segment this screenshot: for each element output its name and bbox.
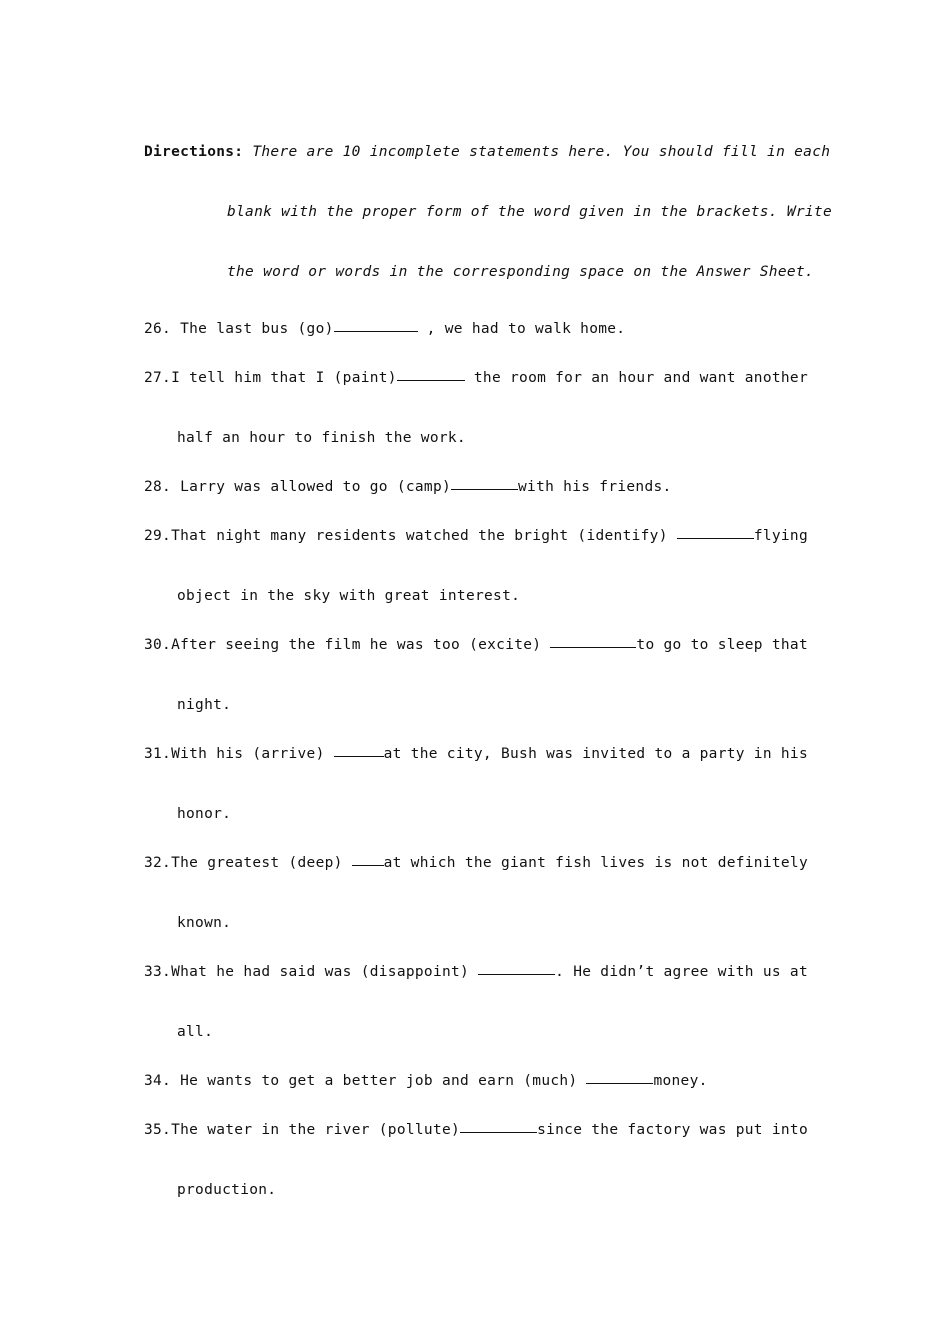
- question-continuation: known.: [177, 915, 232, 931]
- question-number: 32.: [144, 855, 172, 871]
- question-text-before: Larry was allowed to go (camp): [180, 479, 452, 495]
- question-line: [144, 957, 808, 988]
- answer-blank[interactable]: [352, 848, 384, 866]
- question-text-after: flying: [753, 528, 808, 544]
- question-text-before: With his (arrive): [171, 746, 334, 762]
- question-28: [144, 472, 808, 503]
- question-text-after: to go to sleep that: [636, 637, 808, 653]
- question-continuation: all.: [177, 1024, 214, 1040]
- question-text-before: I tell him that I (paint): [171, 370, 397, 386]
- question-line: [144, 1066, 808, 1097]
- question-text-after: money.: [653, 1073, 708, 1089]
- question-text-after: at the city, Bush was invited to a party in his: [383, 746, 808, 762]
- question-line: [144, 630, 808, 661]
- question-line: [144, 472, 808, 503]
- question-line: [144, 521, 808, 552]
- question-text-before: After seeing the film he was too (excite): [171, 637, 551, 653]
- directions-text-3: the word or words in the corresponding space on the Answer Sheet.: [227, 264, 814, 280]
- answer-blank[interactable]: [397, 363, 465, 381]
- directions-line-1: [144, 122, 831, 182]
- question-number: 29.: [144, 528, 172, 544]
- question-text-before: That night many residents watched the bright (identify): [171, 528, 677, 544]
- question-number: 31.: [144, 746, 172, 762]
- question-line: [144, 363, 808, 394]
- directions-line-2: [144, 182, 832, 242]
- question-text-after: , we had to walk home.: [417, 321, 626, 337]
- question-text-before: The greatest (deep): [171, 855, 352, 871]
- question-number: 33.: [144, 964, 172, 980]
- question-26: [144, 314, 808, 345]
- question-line: [144, 314, 808, 345]
- question-text-before: What he had said was (disappoint): [171, 964, 479, 980]
- question-text-after: since the factory was put into: [537, 1122, 808, 1138]
- answer-blank[interactable]: [677, 521, 754, 539]
- question-number: 30.: [144, 637, 172, 653]
- question-continuation: honor.: [177, 806, 232, 822]
- question-34: [144, 1066, 808, 1097]
- question-list: [144, 314, 808, 1224]
- directions-label: Directions:: [144, 144, 244, 160]
- question-33: [144, 957, 808, 1048]
- question-32: [144, 848, 808, 939]
- answer-blank[interactable]: [586, 1066, 653, 1084]
- question-text-after: the room for an hour and want another: [464, 370, 808, 386]
- answer-blank[interactable]: [334, 739, 384, 757]
- question-number: 27.: [144, 370, 172, 386]
- directions-text-2: blank with the proper form of the word given in the brackets. Write: [227, 204, 832, 220]
- answer-blank[interactable]: [451, 472, 518, 490]
- question-continuation: production.: [177, 1182, 277, 1198]
- directions-block: [144, 122, 832, 302]
- question-text-before: The last bus (go): [180, 321, 334, 337]
- directions-line-3: [144, 242, 814, 302]
- question-text-after: at which the giant fish lives is not definitely: [383, 855, 808, 871]
- question-text-after: with his friends.: [518, 479, 672, 495]
- question-line: [144, 848, 808, 879]
- question-31: [144, 739, 808, 830]
- question-text-after: . He didn’t agree with us at: [555, 964, 808, 980]
- answer-blank[interactable]: [460, 1115, 537, 1133]
- question-27: [144, 363, 808, 454]
- question-text-before: He wants to get a better job and earn (much): [180, 1073, 587, 1089]
- question-30: [144, 630, 808, 721]
- directions-text-1: There are 10 incomplete statements here. You should fill in each: [252, 144, 831, 160]
- question-text-before: The water in the river (pollute): [171, 1122, 461, 1138]
- question-number: 28.: [144, 479, 172, 495]
- question-continuation: night.: [177, 697, 232, 713]
- question-line: [144, 739, 808, 770]
- question-number: 35.: [144, 1122, 172, 1138]
- question-continuation: half an hour to finish the work.: [177, 430, 466, 446]
- question-29: [144, 521, 808, 612]
- answer-blank[interactable]: [550, 630, 636, 648]
- question-number: 34.: [144, 1073, 172, 1089]
- question-continuation: object in the sky with great interest.: [177, 588, 521, 604]
- answer-blank[interactable]: [334, 314, 418, 332]
- question-number: 26.: [144, 321, 172, 337]
- question-line: [144, 1115, 808, 1146]
- question-35: [144, 1115, 808, 1206]
- answer-blank[interactable]: [478, 957, 555, 975]
